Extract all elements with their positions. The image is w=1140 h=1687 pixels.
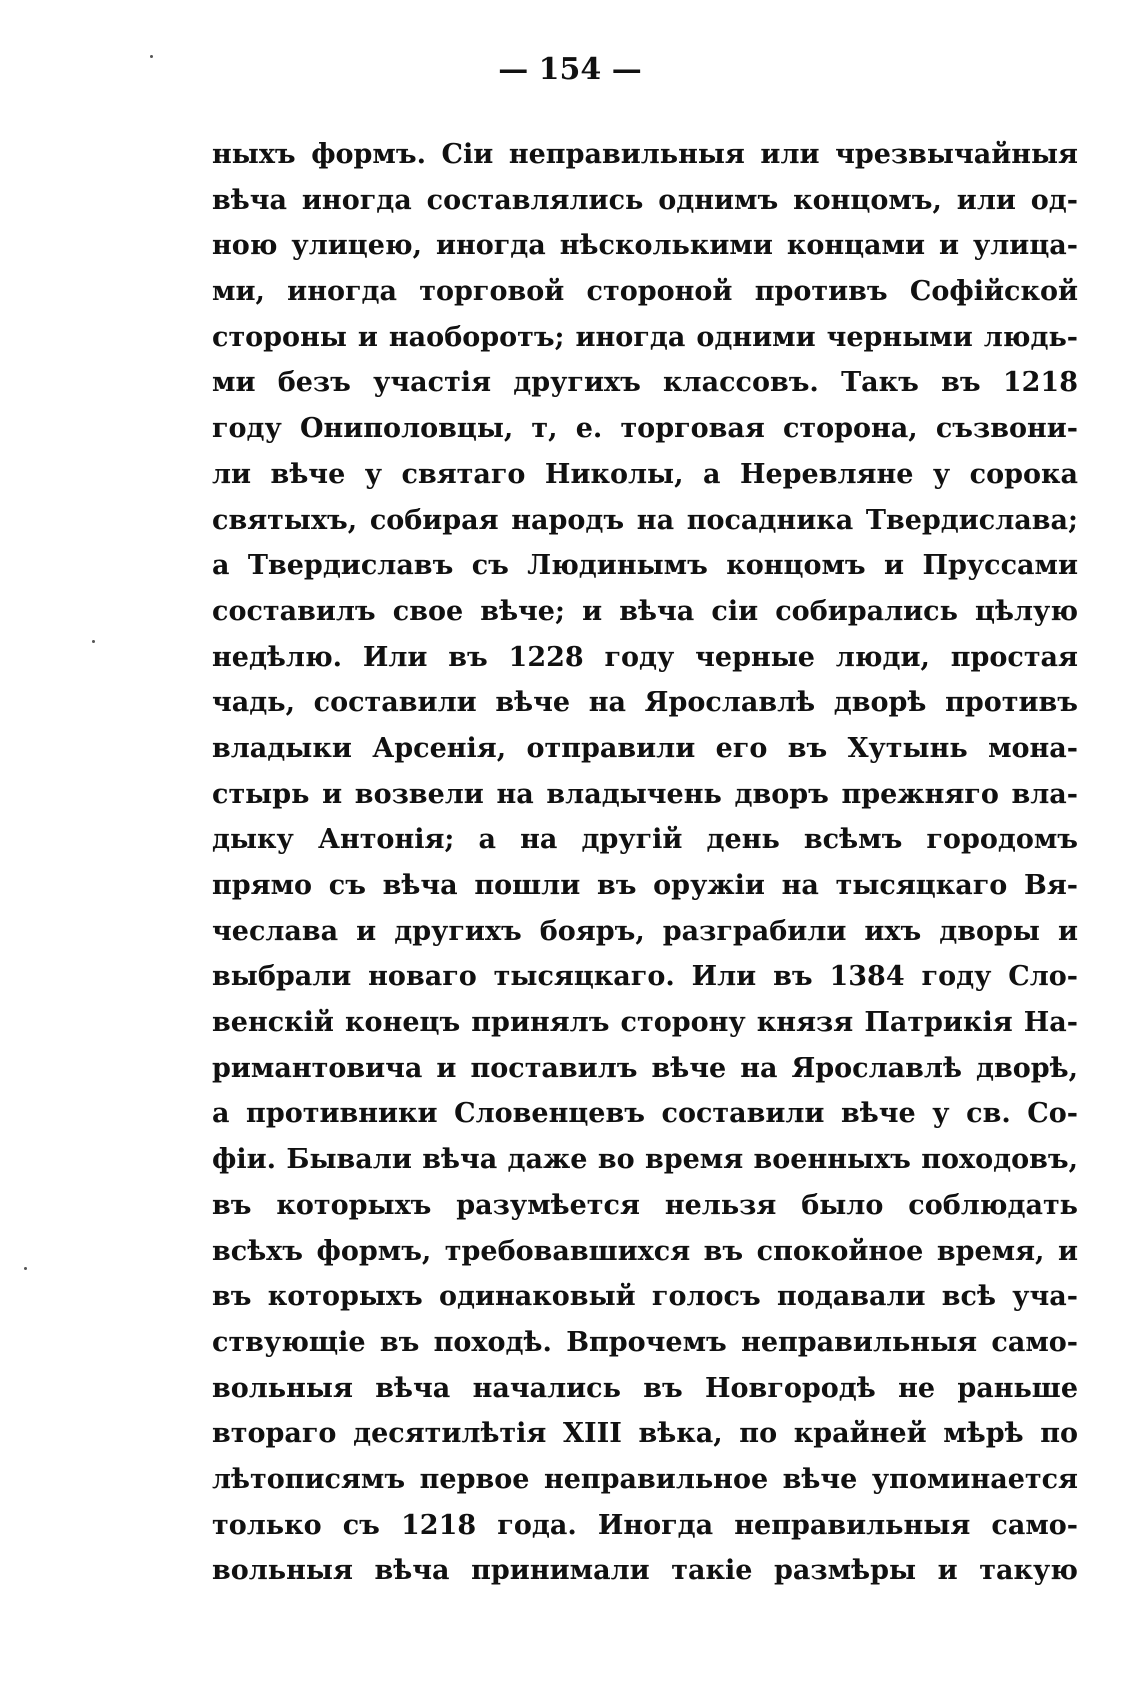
text-line: ною улицею, иногда нѣсколькими концами и улица- xyxy=(212,230,1078,262)
text-line: ствующіе въ походѣ. Впрочемъ неправильныя само- xyxy=(212,1326,1078,1358)
text-line: стырь и возвели на владычень дворъ прежняго вла- xyxy=(212,778,1078,810)
scan-speck xyxy=(24,1267,27,1270)
text-line: прямо съ вѣча пошли въ оружіи на тысяцкаго Вя- xyxy=(212,870,1078,901)
text-line: вольныя вѣча начались въ Новгородѣ не раньше xyxy=(212,1372,1078,1404)
text-line: ли вѣче у святаго Николы, а Неревляне у сорока xyxy=(212,458,1078,490)
text-line: римантовича и поставилъ вѣче на Ярославлѣ дворѣ, xyxy=(212,1052,1078,1084)
text-line: дыку Антонія; а на другій день всѣмъ городомъ xyxy=(212,824,1078,856)
text-line: всѣхъ формъ, требовавшихся въ спокойное время, и xyxy=(212,1235,1078,1267)
text-line: составилъ свое вѣче; и вѣча сіи собирались цѣлую xyxy=(212,595,1078,627)
page-number: — 154 — xyxy=(498,52,642,87)
text-line: стороны и наоборотъ; иногда одними черными людь- xyxy=(212,321,1078,353)
text-line: а противники Словенцевъ составили вѣче у св. Со- xyxy=(212,1098,1078,1130)
text-line: святыхъ, собирая народъ на посадника Твердислава; xyxy=(212,504,1078,536)
text-line: владыки Арсенія, отправили его въ Хутынь мона- xyxy=(212,732,1078,764)
text-line: году Онипoловцы, т, е. торговая сторона, съзвони- xyxy=(212,413,1078,445)
text-line: ми, иногда торговой стороной противъ Софійской xyxy=(212,276,1078,308)
text-line: ми безъ участія другихъ классовъ. Такъ въ 1218 xyxy=(212,367,1078,399)
scan-speck xyxy=(92,640,95,643)
text-line: лѣтописямъ первое неправильное вѣче упоминается xyxy=(212,1463,1078,1495)
text-line: вѣча иногда составлялись однимъ концомъ, или од- xyxy=(212,184,1078,216)
text-line: чеслава и другихъ бояръ, разграбили ихъ дворы и xyxy=(212,915,1078,947)
text-line: только съ 1218 года. Иногда неправильныя само- xyxy=(212,1509,1078,1541)
text-line: недѣлю. Или въ 1228 году черные люди, простая xyxy=(212,641,1078,673)
text-line: чадь, составили вѣче на Ярославлѣ дворѣ противъ xyxy=(212,687,1078,719)
text-line: венскій конецъ принялъ сторону князя Патрикія На- xyxy=(212,1007,1078,1039)
text-line: въ которыхъ разумѣется нельзя было соблюдать xyxy=(212,1189,1078,1221)
text-line: а Твердиславъ съ Людинымъ концомъ и Пруссами xyxy=(212,550,1078,582)
text-line: ныхъ формъ. Сіи неправильныя или чрезвычайныя xyxy=(212,139,1078,170)
text-line: выбрали новаго тысяцкаго. Или въ 1384 году Сло- xyxy=(212,961,1078,993)
text-line: вольныя вѣча принимали такіе размѣры и такую xyxy=(212,1555,1078,1587)
body-text xyxy=(212,132,1078,1594)
text-line: въ которыхъ одинаковый голосъ подавали всѣ уча- xyxy=(212,1281,1078,1313)
scan-speck xyxy=(150,55,153,58)
text-line: фіи. Бывали вѣча даже во время военныхъ походовъ, xyxy=(212,1144,1078,1176)
text-line: втораго десятилѣтія XIII вѣка, по крайней мѣрѣ по xyxy=(212,1418,1078,1450)
